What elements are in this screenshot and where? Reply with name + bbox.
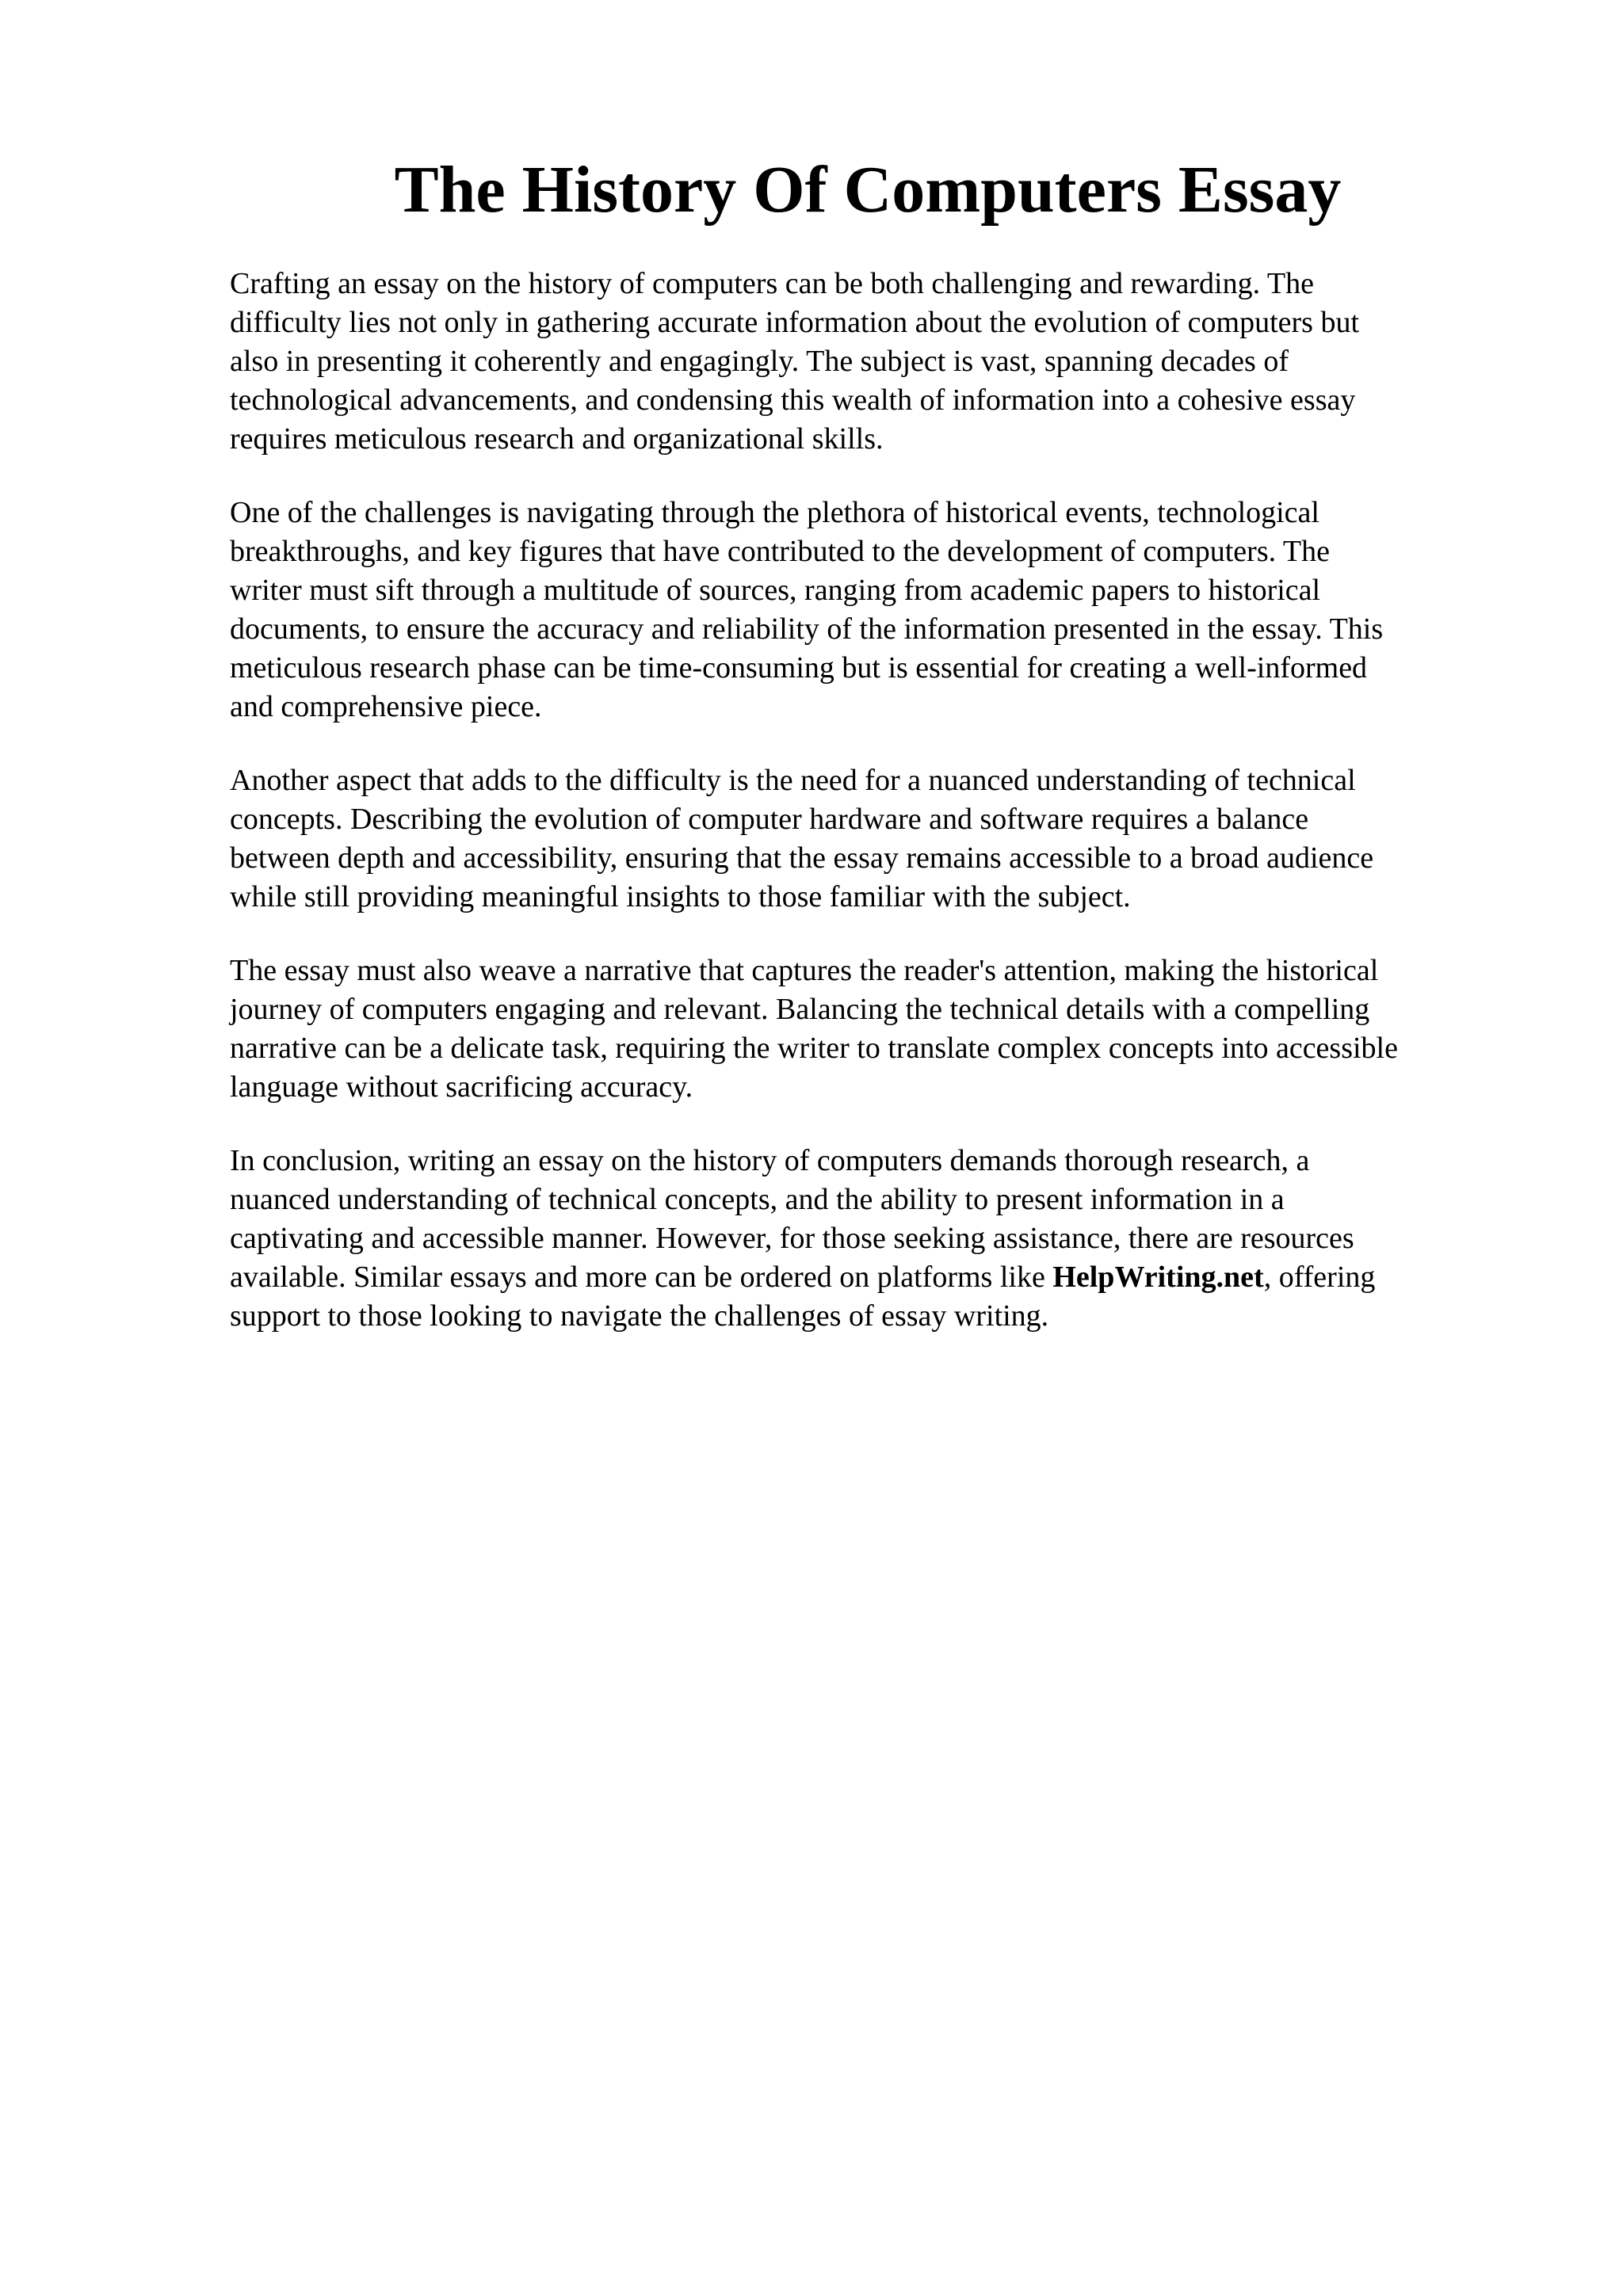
essay-body [230,265,1561,1371]
paragraph-4 [230,952,1561,1107]
text-line: meticulous research phase can be time-consuming but is essential for creating a well-informed [230,651,1368,685]
text-line: also in presenting it coherently and engagingly. The subject is vast, spanning decades of [230,345,1289,378]
text-line-with-link [230,1258,1561,1297]
text-line: writer must sift through a multitude of sources, ranging from academic papers to historical [230,574,1321,607]
text-line: language without sacrificing accuracy. [230,1070,693,1104]
text-line: In conclusion, writing an essay on the history of computers demands thorough research, a [230,1144,1310,1177]
paragraph-1 [230,265,1561,459]
helpwriting-link[interactable]: HelpWriting.net [1052,1261,1264,1294]
text-line: between depth and accessibility, ensuring that the essay remains accessible to a broad audience [230,841,1374,875]
paragraph-5 [230,1142,1561,1336]
text-line: The essay must also weave a narrative that captures the reader's attention, making the historical [230,954,1379,987]
paragraph-2 [230,494,1561,727]
text-line: concepts. Describing the evolution of computer hardware and software requires a balance [230,803,1309,836]
text-line: requires meticulous research and organizational skills. [230,422,884,456]
text-line: One of the challenges is navigating through the plethora of historical events, technological [230,496,1319,529]
text-line: technological advancements, and condensing this wealth of information into a cohesive essay [230,383,1356,417]
text-line: narrative can be a delicate task, requiring the writer to translate complex concepts into accessible [230,1032,1398,1065]
text-line: breakthroughs, and key figures that have contributed to the development of computers. The [230,535,1331,568]
text-line: documents, to ensure the accuracy and reliability of the information presented in the essay. This [230,612,1384,646]
text-line: and comprehensive piece. [230,690,542,723]
text-line: Crafting an essay on the history of computers can be both challenging and rewarding. The [230,267,1314,300]
link-suffix-text: , offering [1263,1261,1376,1294]
text-line: Another aspect that adds to the difficulty is the need for a nuanced understanding of technical [230,764,1356,797]
paragraph-3 [230,761,1561,917]
text-line: while still providing meaningful insights to those familiar with the subject. [230,880,1131,913]
text-line: difficulty lies not only in gathering accurate information about the evolution of computers but [230,306,1359,339]
link-prefix-text: available. Similar essays and more can be ordered on platforms like [230,1261,1053,1294]
text-line: journey of computers engaging and relevant. Balancing the technical details with a compelling [230,993,1370,1026]
text-line: support to those looking to navigate the challenges of essay writing. [230,1299,1049,1333]
text-line: nuanced understanding of technical concepts, and the ability to present information in a [230,1183,1285,1216]
text-line: captivating and accessible manner. However, for those seeking assistance, there are resources [230,1222,1354,1255]
page-title: The History Of Computers Essay [394,153,1342,227]
